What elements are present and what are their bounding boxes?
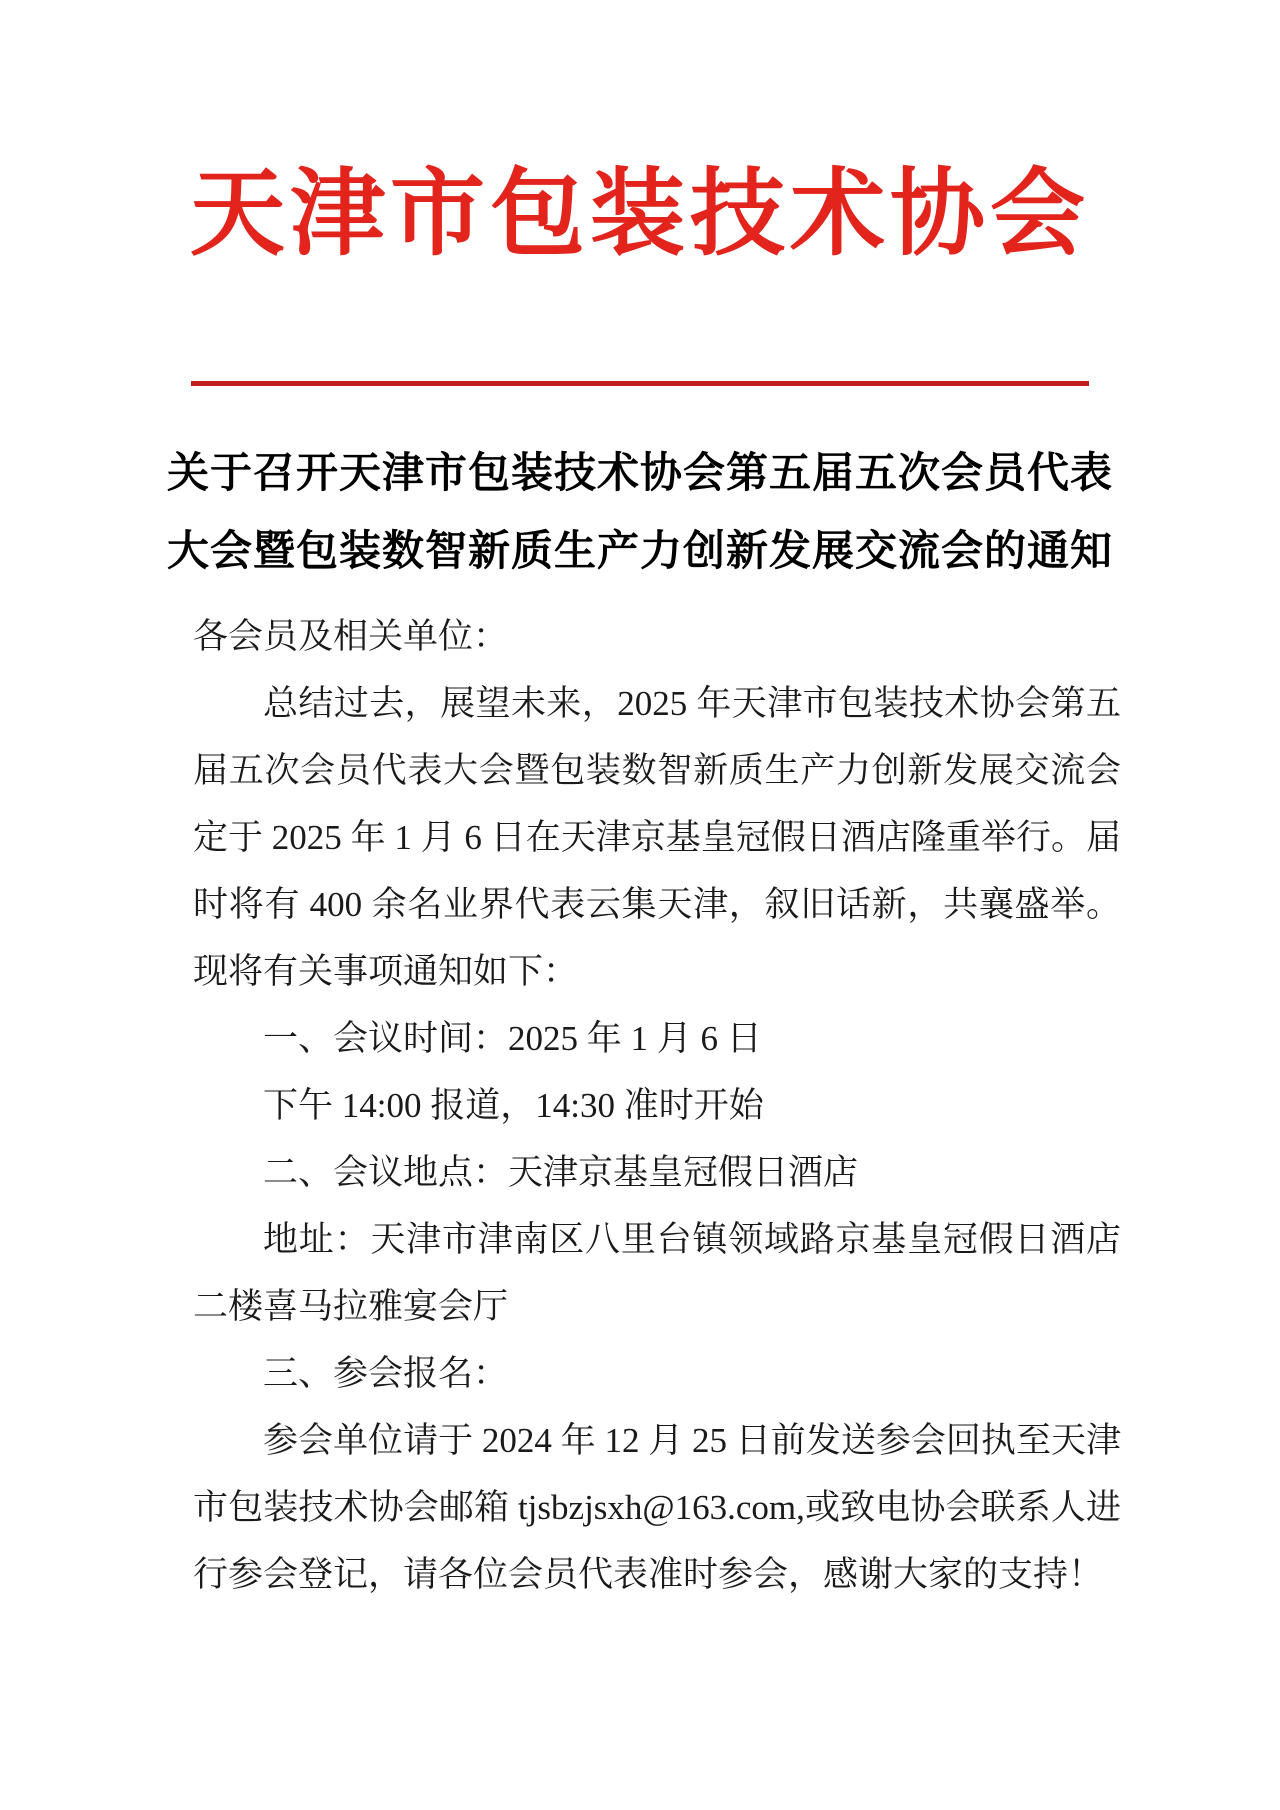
red-divider-line [191, 381, 1089, 386]
notice-paragraph: 各会员及相关单位： [193, 617, 509, 656]
notice-title: 关于召开天津市包装技术协会第五届五次会员代表大会暨包装数智新质生产力创新发展交流会的通知 [166, 451, 1113, 575]
notice-paragraph: 三、参会报名： [263, 1354, 509, 1393]
notice-paragraph: 下午 14:00 报道，14:30 准时开始 [263, 1086, 764, 1125]
notice-paragraph: 一、会议时间：2025 年 1 月 6 日 [263, 1019, 762, 1058]
notice-paragraph: 总结过去，展望未来，2025 年天津市包装技术协会第五届五次会员代表大会暨包装数智新质生产力创新发展交流会定于 2025 年 1 月 6 日在天津京基皇冠假日酒店隆重举行。届时将有 400 余名业界代表云集天津，叙旧话新，共襄盛举。现将有关事项通知如下： [193, 684, 1121, 991]
notice-paragraph: 二、会议地点：天津京基皇冠假日酒店 [263, 1153, 859, 1192]
notice-body [193, 603, 1121, 1608]
notice-paragraph: 参会单位请于 2024 年 12 月 25 日前发送参会回执至天津市包装技术协会邮箱 tjsbzjsxh@163.com,或致电协会联系人进行参会登记，请各位会员代表准时参会，感谢大家的支持！ [193, 1421, 1121, 1594]
notice-paragraph: 地址：天津市津南区八里台镇领域路京基皇冠假日酒店二楼喜马拉雅宴会厅 [193, 1220, 1121, 1326]
organization-name-header: 天津市包装技术协会 [189, 161, 1090, 267]
